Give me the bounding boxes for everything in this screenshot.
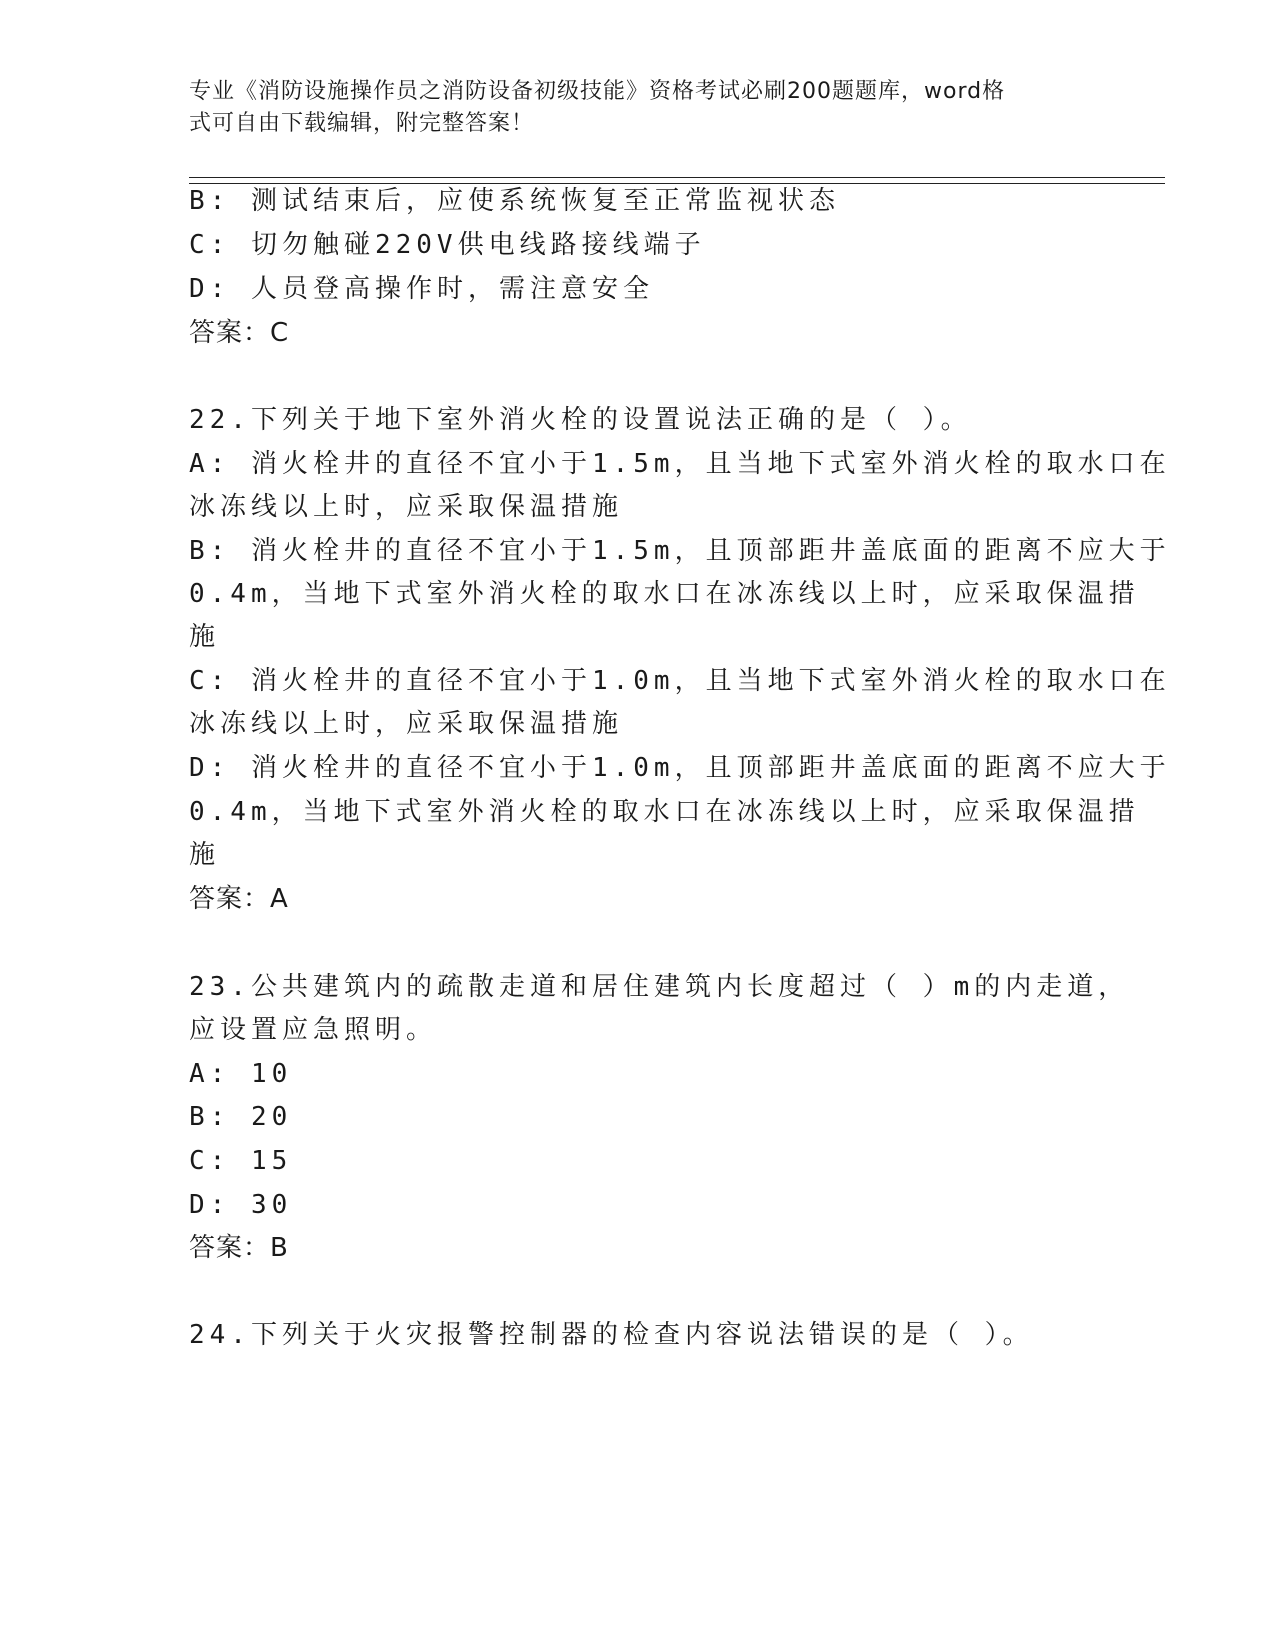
q22-option-c-line-2: 冰冻线以上时，应采取保温措施 <box>189 709 624 739</box>
q21-option-d: D: 人员登高操作时，需注意安全 <box>189 274 654 304</box>
document-header <box>189 76 1079 140</box>
q24-question: 24.下列关于火灾报警控制器的检查内容说法错误的是（ ）。 <box>189 1320 1034 1350</box>
header-line-2: 式可自由下载编辑，附完整答案！ <box>189 111 535 136</box>
q22-answer: 答案：A <box>189 884 289 914</box>
q21-option-b: B: 测试结束后，应使系统恢复至正常监视状态 <box>189 186 840 216</box>
q23-option-d: D: 30 <box>189 1190 293 1220</box>
q22-option-d-line-2: 0.4m，当地下式室外消火栓的取水口在冰冻线以上时，应采取保温措 <box>189 797 1140 827</box>
header-line-1: 专业《消防设施操作员之消防设备初级技能》资格考试必刷200题题库，word格 <box>189 79 1006 104</box>
q22-option-b-line-2: 0.4m，当地下式室外消火栓的取水口在冰冻线以上时，应采取保温措 <box>189 579 1140 609</box>
q22-option-c-line-1: C: 消火栓井的直径不宜小于1.0m，且当地下式室外消火栓的取水口在 <box>189 666 1171 696</box>
header-rule-top <box>189 177 1165 178</box>
q22-option-d-line-3: 施 <box>189 840 221 870</box>
q22-question: 22.下列关于地下室外消火栓的设置说法正确的是（ ）。 <box>189 405 972 435</box>
q21-option-c: C: 切勿触碰220V供电线路接线端子 <box>189 230 706 260</box>
q23-option-b: B: 20 <box>189 1102 293 1132</box>
q22-option-b-line-1: B: 消火栓井的直径不宜小于1.5m，且顶部距井盖底面的距离不应大于 <box>189 536 1171 566</box>
q23-option-a: A: 10 <box>189 1059 293 1089</box>
q22-option-d-line-1: D: 消火栓井的直径不宜小于1.0m，且顶部距井盖底面的距离不应大于 <box>189 753 1171 783</box>
q22-option-a-line-2: 冰冻线以上时，应采取保温措施 <box>189 492 624 522</box>
q21-answer: 答案：C <box>189 318 290 348</box>
q23-answer: 答案：B <box>189 1233 289 1263</box>
q23-option-c: C: 15 <box>189 1146 293 1176</box>
q23-question-line-2: 应设置应急照明。 <box>189 1015 438 1045</box>
q22-option-a-line-1: A: 消火栓井的直径不宜小于1.5m，且当地下式室外消火栓的取水口在 <box>189 449 1171 479</box>
q22-option-b-line-3: 施 <box>189 622 221 652</box>
q23-question-line-1: 23.公共建筑内的疏散走道和居住建筑内长度超过（ ）m的内走道， <box>189 972 1130 1002</box>
